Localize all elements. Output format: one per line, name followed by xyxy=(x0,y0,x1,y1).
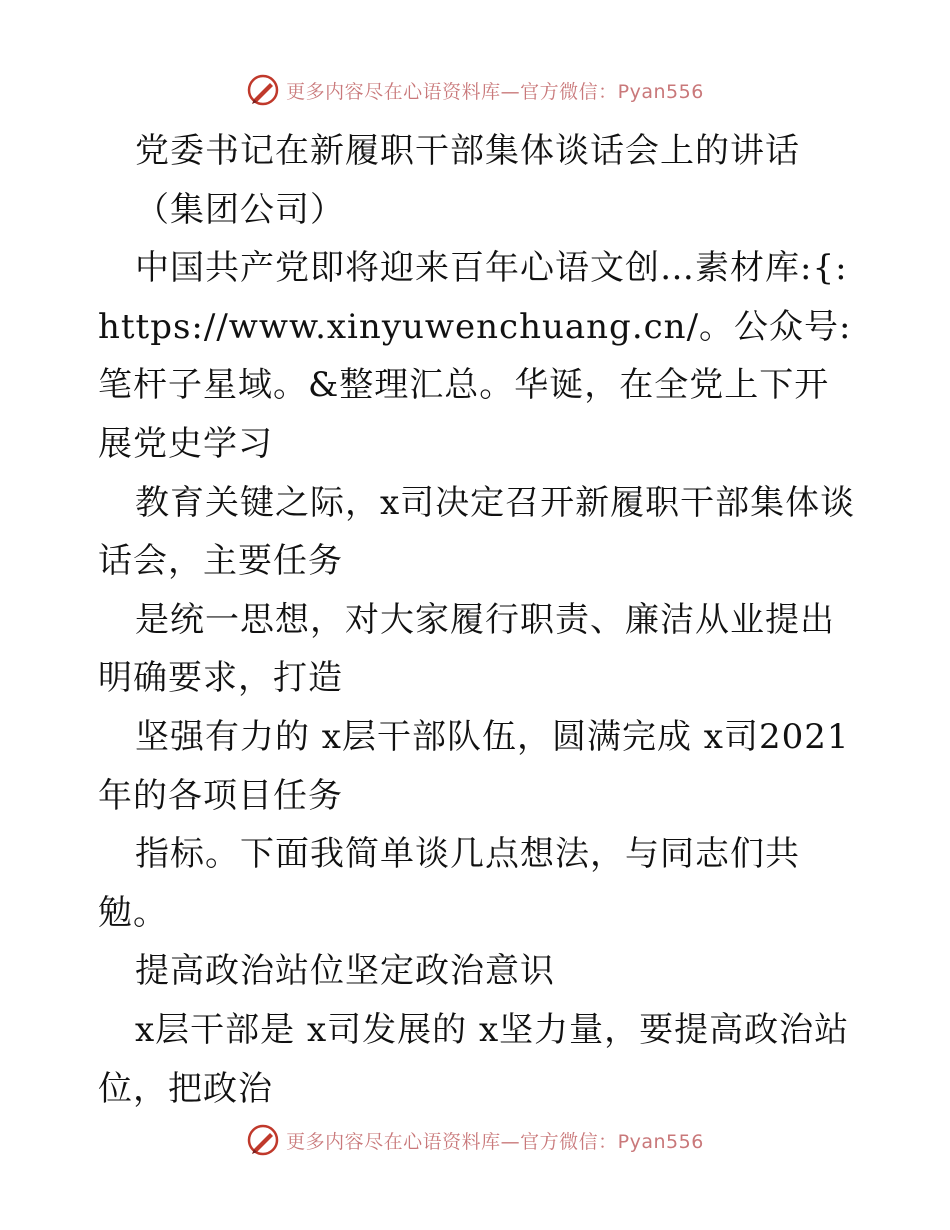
document-body xyxy=(98,122,858,1118)
section-heading: 提高政治站位坚定政治意识 xyxy=(135,951,555,992)
paragraph: 坚强有力的 x层干部队伍，圆满完成 x司2021年的各项目任务 xyxy=(98,716,850,816)
doc-title: 党委书记在新履职干部集体谈话会上的讲话 xyxy=(135,131,800,171)
doc-subtitle: （集团公司） xyxy=(135,189,345,230)
banner-text: 更多内容尽在心语资料库—官方微信：Pyan556 xyxy=(286,1130,704,1153)
banner-text: 更多内容尽在心语资料库—官方微信：Pyan556 xyxy=(286,80,704,103)
pen-logo-icon xyxy=(246,1123,280,1157)
pen-logo-icon xyxy=(246,73,280,107)
footer-banner xyxy=(0,1120,950,1160)
paragraph: 教育关键之际，x司决定召开新履职干部集体谈话会，主要任务 xyxy=(98,482,856,582)
paragraph: x层干部是 x司发展的 x坚力量，要提高政治站位，把政治 xyxy=(98,1009,850,1109)
header-banner xyxy=(0,70,950,110)
paragraph: 是统一思想，对大家履行职责、廉洁从业提出明确要求，打造 xyxy=(98,599,835,699)
paragraph: 指标。下面我简单谈几点想法，与同志们共勉。 xyxy=(98,834,800,933)
paragraph: 中国共产党即将迎来百年心语文创…素材库:{:https://www.xinyuwenchuang.cn/。公众号: 笔杆子星域。&整理汇总。华诞，在全党上下开展党史学习 xyxy=(98,248,852,464)
